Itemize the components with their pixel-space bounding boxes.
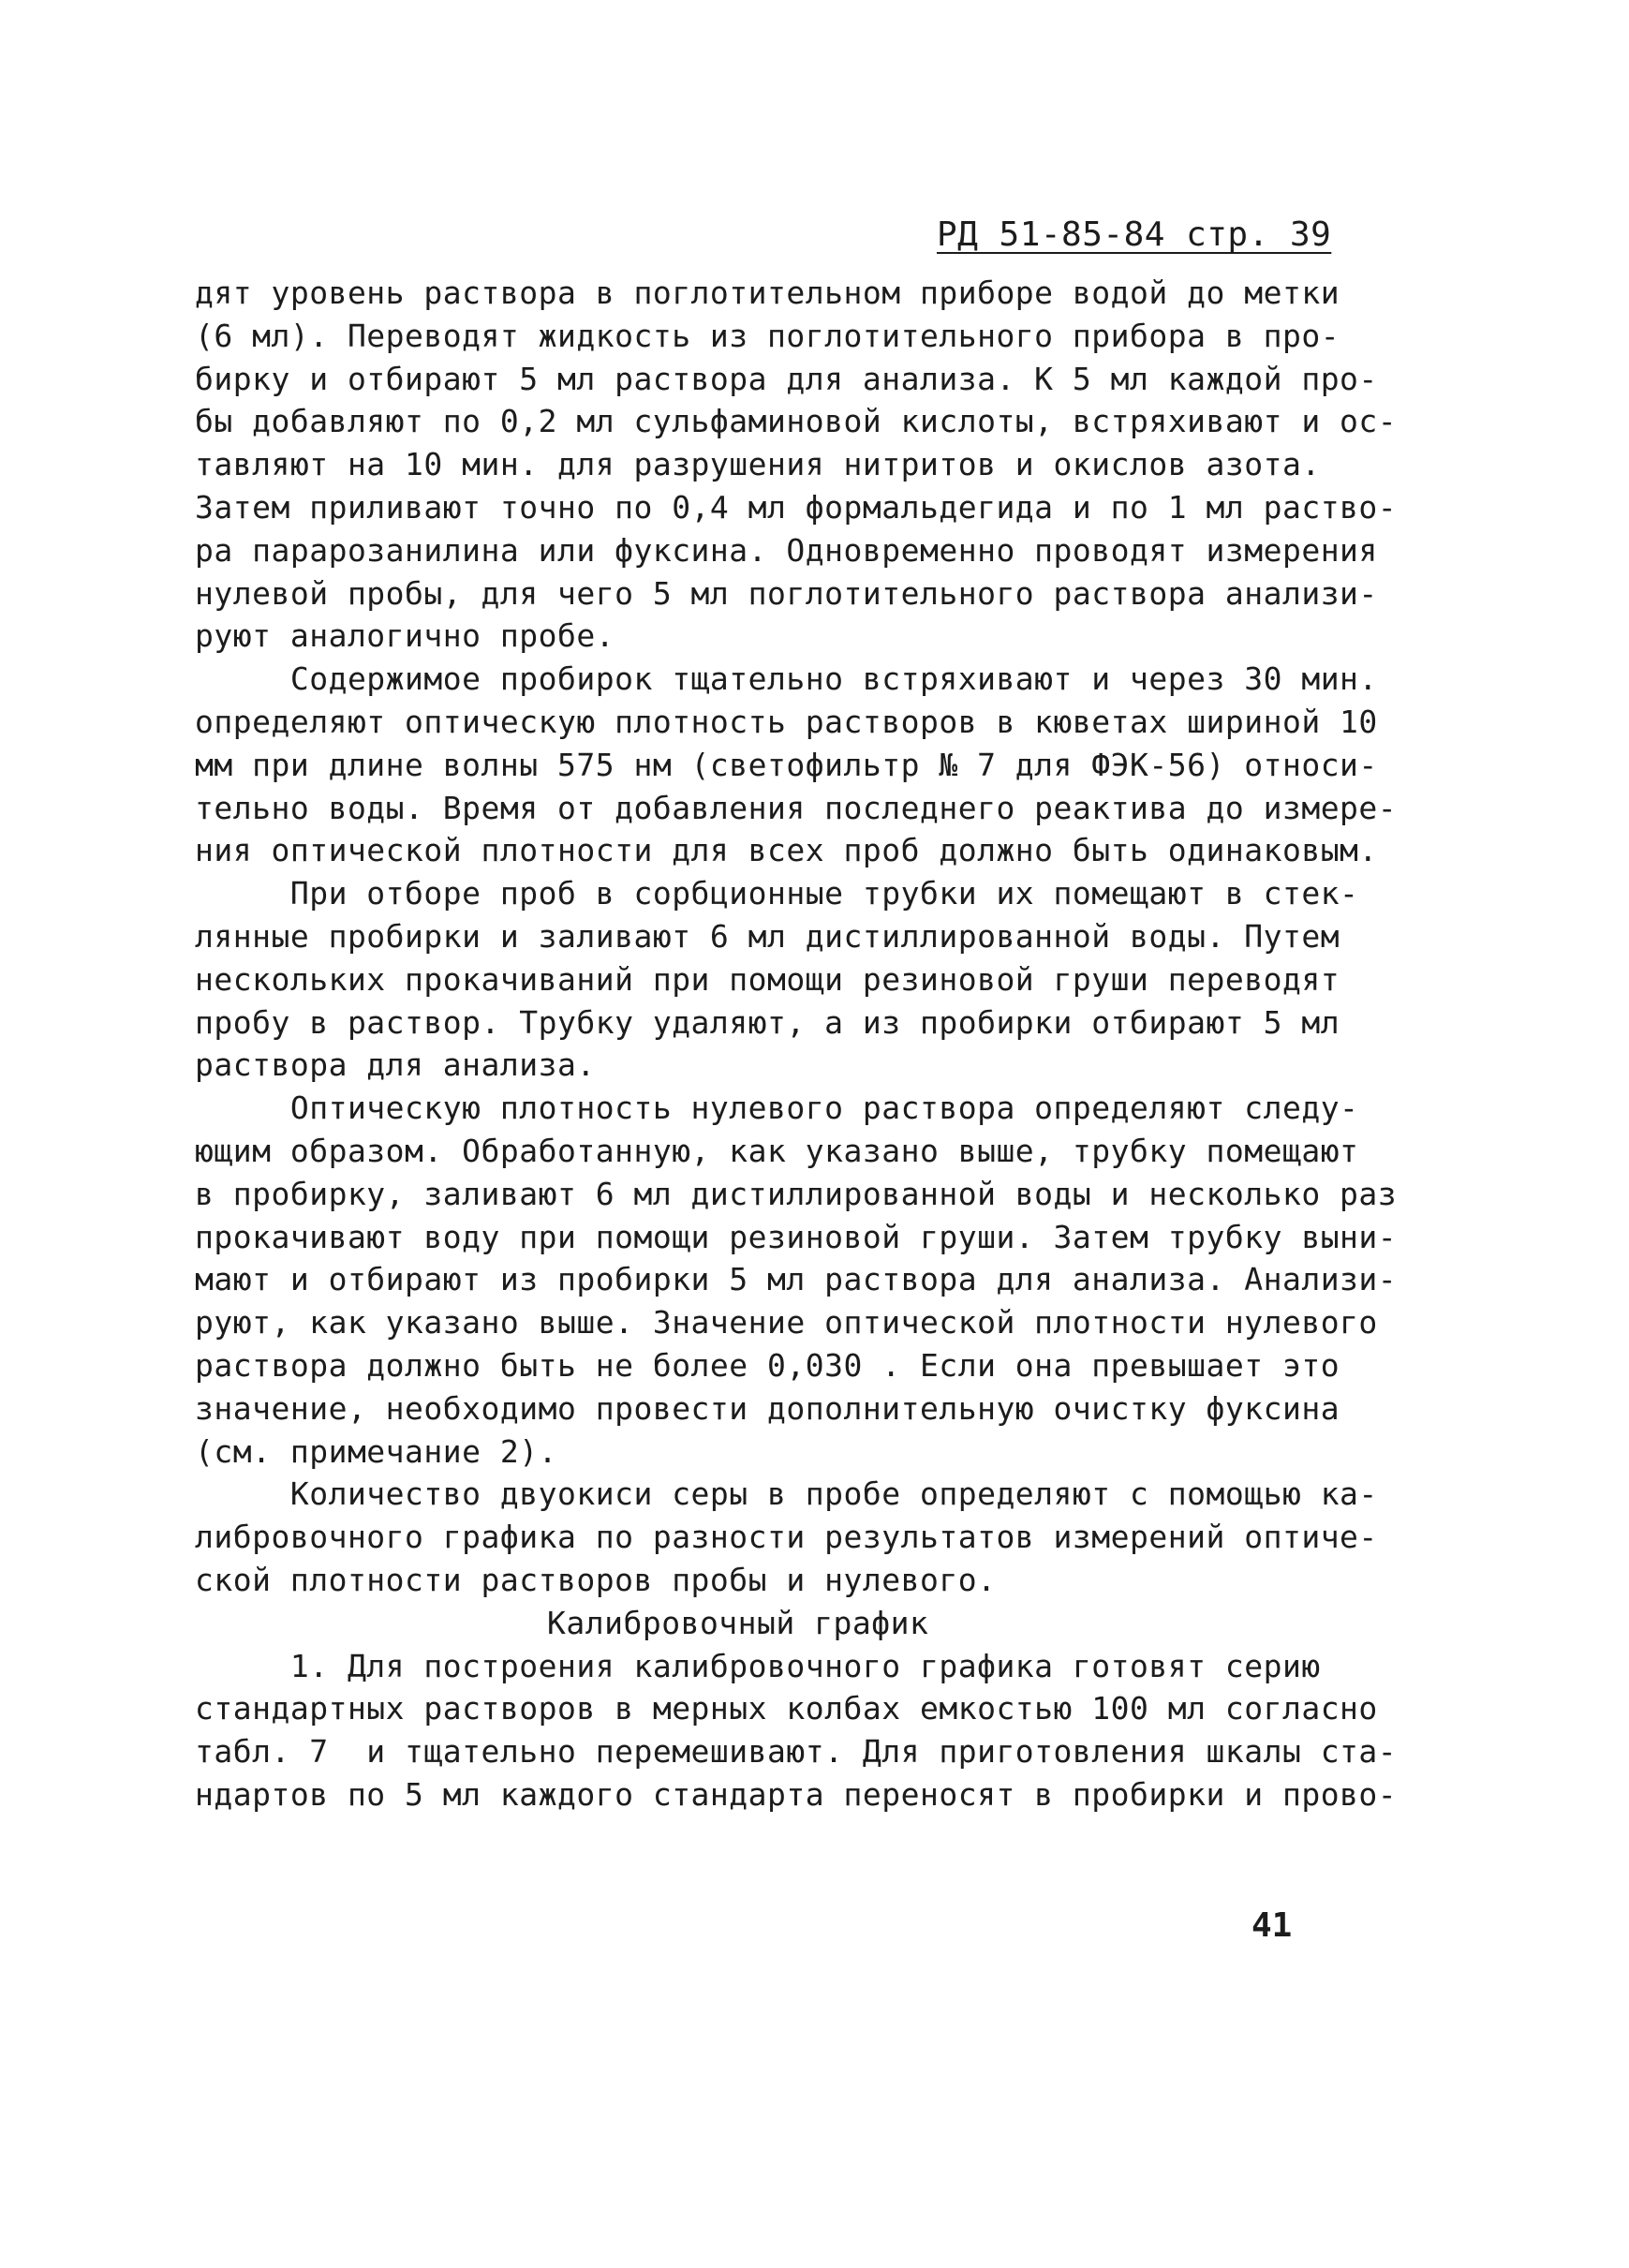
text-line: нулевой пробы, для чего 5 мл поглотительного раствора анализи- bbox=[195, 574, 1378, 612]
text-line: лянные пробирки и заливают 6 мл дистиллированной воды. Путем bbox=[195, 917, 1340, 955]
text-line: либровочного графика по разности результатов измерений оптиче- bbox=[195, 1519, 1378, 1556]
text-line: прокачивают воду при помощи резиновой груши. Затем трубку выни- bbox=[195, 1218, 1398, 1255]
text-line: бы добавляют по 0,2 мл сульфаминовой кислоты, встряхивают и ос- bbox=[195, 403, 1398, 440]
text-line: ндартов по 5 мл каждого стандарта переносят в пробирки и прово- bbox=[195, 1775, 1398, 1813]
text-line: руют аналогично пробе. bbox=[195, 617, 615, 655]
text-line: раствора должно быть не более 0,030 . Если она превышает это bbox=[195, 1346, 1340, 1384]
text-line: ской плотности растворов пробы и нулевого. bbox=[195, 1561, 997, 1598]
text-line: Оптическую плотность нулевого раствора определяют следу- bbox=[195, 1090, 1359, 1127]
text-line: При отборе проб в сорбционные трубки их помещают в стек- bbox=[195, 875, 1359, 912]
text-line: тавляют на 10 мин. для разрушения нитритов и окислов азота. bbox=[195, 446, 1321, 483]
text-line: руют, как указано выше. Значение оптической плотности нулевого bbox=[195, 1304, 1378, 1342]
text-line: определяют оптическую плотность растворов в кюветах шириной 10 bbox=[195, 703, 1378, 740]
text-line: бирку и отбирают 5 мл раствора для анализа. К 5 мл каждой про- bbox=[195, 360, 1378, 397]
text-line: стандартных растворов в мерных колбах емкостью 100 мл согласно bbox=[195, 1690, 1378, 1727]
text-line: дят уровень раствора в поглотительном приборе водой до метки bbox=[195, 274, 1340, 311]
page-number: 41 bbox=[1251, 1906, 1293, 1945]
body-text bbox=[195, 272, 1398, 1816]
text-line: ра парарозанилина или фуксина. Одновременно проводят измерения bbox=[195, 531, 1378, 569]
text-line: нескольких прокачиваний при помощи резиновой груши переводят bbox=[195, 960, 1340, 998]
text-line: (см. примечание 2). bbox=[195, 1432, 557, 1470]
text-line: Количество двуокиси серы в пробе определяют с помощью ка- bbox=[195, 1475, 1378, 1513]
section-heading: Калибровочный график bbox=[547, 1604, 929, 1641]
text-line: тельно воды. Время от добавления последнего реактива до измере- bbox=[195, 789, 1398, 826]
text-line: табл. 7 и тщательно перемешивают. Для приготовления шкалы ста- bbox=[195, 1733, 1398, 1771]
text-line: Затем приливают точно по 0,4 мл формальдегида и по 1 мл раство- bbox=[195, 488, 1398, 526]
text-line: Содержимое пробирок тщательно встряхивают и через 30 мин. bbox=[195, 660, 1378, 698]
text-line: пробу в раствор. Трубку удаляют, а из пробирки отбирают 5 мл bbox=[195, 1003, 1340, 1041]
text-line: мм при длине волны 575 нм (светофильтр № 7 для ФЭК-56) относи- bbox=[195, 746, 1378, 783]
text-line: в пробирку, заливают 6 мл дистиллированной воды и несколько раз bbox=[195, 1175, 1398, 1212]
text-line: ния оптической плотности для всех проб должно быть одинаковым. bbox=[195, 832, 1378, 869]
document-header: РД 51-85-84 стр. 39 bbox=[937, 215, 1332, 254]
text-line: (6 мл). Переводят жидкость из поглотительного прибора в про- bbox=[195, 317, 1340, 354]
text-line: значение, необходимо провести дополнительную очистку фуксина bbox=[195, 1389, 1340, 1427]
text-line: ющим образом. Обработанную, как указано выше, трубку помещают bbox=[195, 1132, 1359, 1169]
text-line: 1. Для построения калибровочного графика готовят серию bbox=[195, 1647, 1321, 1684]
text-line: раствора для анализа. bbox=[195, 1046, 596, 1084]
text-line: мают и отбирают из пробирки 5 мл раствора для анализа. Анализи- bbox=[195, 1261, 1398, 1298]
